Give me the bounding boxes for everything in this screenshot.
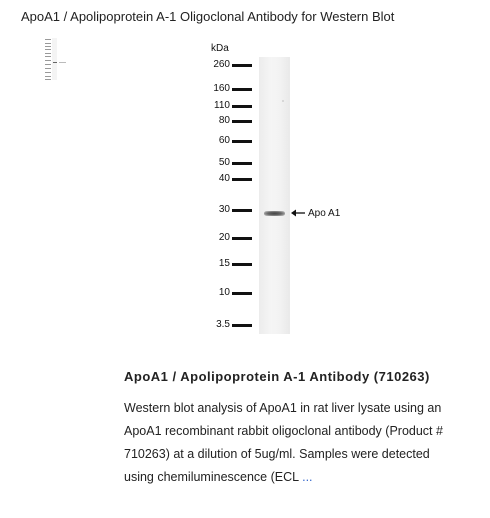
marker-label-60: 60 xyxy=(218,135,230,146)
marker-tick-10 xyxy=(232,292,252,295)
marker-label-80: 80 xyxy=(218,115,230,126)
marker-tick-110 xyxy=(232,105,252,108)
marker-label-30: 30 xyxy=(218,204,230,215)
description-line: ApoA1 recombinant rabbit oligoclonal antibody (Product # xyxy=(124,424,443,438)
marker-label-20: 20 xyxy=(218,232,230,243)
marker-label-10: 10 xyxy=(218,287,230,298)
marker-label-40: 40 xyxy=(218,173,230,184)
marker-tick-60 xyxy=(232,140,252,143)
marker-tick-160 xyxy=(232,88,252,91)
page-title: ApoA1 / Apolipoprotein A-1 Oligoclonal Antibody for Western Blot xyxy=(21,9,395,24)
read-more-link[interactable]: ... xyxy=(302,470,313,484)
product-description xyxy=(124,397,469,489)
band-label: Apo A1 xyxy=(308,208,341,219)
marker-label-3-5: 3.5 xyxy=(216,319,230,330)
blot-lane xyxy=(259,57,290,334)
marker-tick-30 xyxy=(232,209,252,212)
marker-label-50: 50 xyxy=(218,157,230,168)
marker-tick-15 xyxy=(232,263,252,266)
kda-label: kDa xyxy=(211,43,229,54)
marker-tick-80 xyxy=(232,120,252,123)
marker-tick-50 xyxy=(232,162,252,165)
description-line-text: using chemiluminescence (ECL xyxy=(124,470,299,484)
marker-tick-40 xyxy=(232,178,252,181)
lane-speck xyxy=(282,100,284,102)
description-line: 710263) at a dilution of 5ug/ml. Samples were detected xyxy=(124,447,430,461)
arrow-left-icon xyxy=(291,208,305,218)
marker-tick-3-5 xyxy=(232,324,252,327)
marker-tick-20 xyxy=(232,237,252,240)
product-title: ApoA1 / Apolipoprotein A-1 Antibody (710263) xyxy=(124,369,430,384)
description-line: Western blot analysis of ApoA1 in rat liver lysate using an xyxy=(124,401,442,415)
marker-label-110: 110 xyxy=(214,100,230,111)
marker-label-260: 260 xyxy=(213,59,230,70)
marker-label-15: 15 xyxy=(218,258,230,269)
protein-band xyxy=(264,211,285,216)
description-line-last xyxy=(124,466,469,489)
marker-tick-260 xyxy=(232,64,252,67)
marker-label-160: 160 xyxy=(213,83,230,94)
